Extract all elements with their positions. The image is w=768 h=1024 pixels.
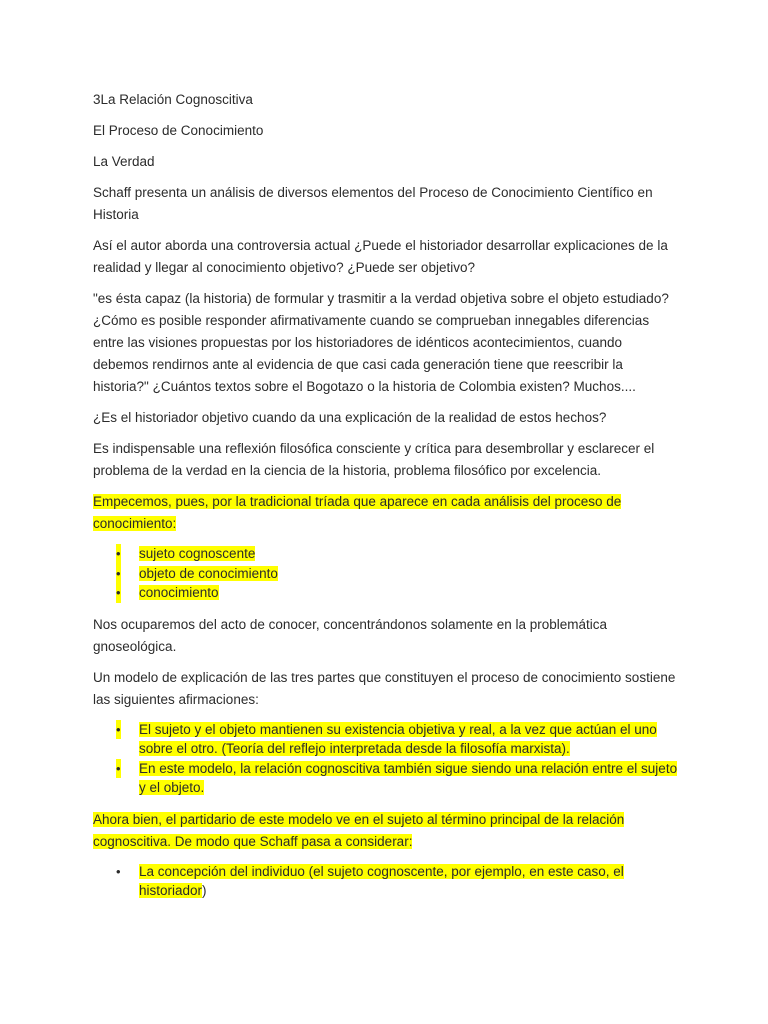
list-item: • objeto de conocimiento [139, 564, 678, 584]
heading-proceso-conocimiento: El Proceso de Conocimiento [93, 123, 264, 138]
paragraph-triada [93, 491, 678, 535]
list-triada [93, 544, 678, 603]
list-item: • En este modelo, la relación cognoscitiva también sigue siendo una relación entre el sujeto y el objeto. [116, 760, 678, 795]
bullet-marker: • [116, 583, 121, 603]
paragraph-controversia: Así el autor aborda una controversia actual ¿Puede el historiador desarrollar explicaciones de la realidad y llegar al conocimiento objetivo? ¿Puede ser objetivo? [93, 238, 668, 275]
paragraph-partidario [93, 809, 678, 853]
list-item: • conocimiento [139, 583, 678, 603]
paragraph-schaff-analisis: Schaff presenta un análisis de diversos elementos del Proceso de Conocimiento Científico en Historia [93, 185, 653, 222]
list-item: • El sujeto y el objeto mantienen su existencia objetiva y real, a la vez que actúan el uno sobre el otro. (Teoría del reflejo interpretada desde la filosofía marxista). [116, 721, 657, 756]
paragraph-pregunta-objetivo: ¿Es el historiador objetivo cuando da una explicación de la realidad de estos hechos? [93, 410, 607, 425]
list-concepcion [93, 862, 678, 901]
paragraph-reflexion: Es indispensable una reflexión filosófica consciente y crítica para desembrollar y esclarecer el problema de la verdad en la ciencia de la historia, problema filosófico por excelencia. [93, 441, 655, 478]
heading-relacion-cognoscitiva: 3La Relación Cognoscitiva [93, 92, 253, 107]
bullet-marker: • [116, 863, 121, 879]
list-item: • La concepción del individuo (el sujeto cognoscente, por ejemplo, en este caso, el historiador) [116, 863, 624, 898]
bullet-marker: • [116, 720, 121, 740]
paragraph-cita: "es ésta capaz (la historia) de formular y trasmitir a la verdad objetiva sobre el objeto estudiado? ¿Cómo es posible responder afirmativamente cuando se comprueban innegables diferencias entre las visiones propuestas por los historiadores de idénticos acontecimientos, cuando debemos rendirnos ante al evidencia de que casi cada generación tiene que reescribir la historia?" ¿Cuántos textos sobre el Bogotazo o la historia de Colombia existen? Muchos.... [93, 291, 669, 394]
highlighted-text: Empecemos, pues, por la tradicional tríada que aparece en cada análisis del proceso de conocimiento: [93, 494, 622, 531]
paragraph-acto-conocer: Nos ocuparemos del acto de conocer, concentrándonos solamente en la problemática gnoseológica. [93, 616, 608, 654]
paragraph-modelo: Un modelo de explicación de las tres partes que constituyen el proceso de conocimiento sostiene las siguientes afirmaciones: [93, 669, 676, 707]
bullet-marker: • [116, 564, 121, 584]
list-afirmaciones [93, 720, 678, 798]
highlighted-text: Ahora bien, el partidario de este modelo ve en el sujeto al término principal de la relación cognoscitiva. De modo que Schaff pasa a considerar: [93, 811, 625, 849]
bullet-marker: • [116, 544, 121, 564]
heading-la-verdad: La Verdad [93, 154, 155, 169]
bullet-marker: • [116, 759, 121, 779]
list-item: • sujeto cognoscente [139, 544, 678, 564]
